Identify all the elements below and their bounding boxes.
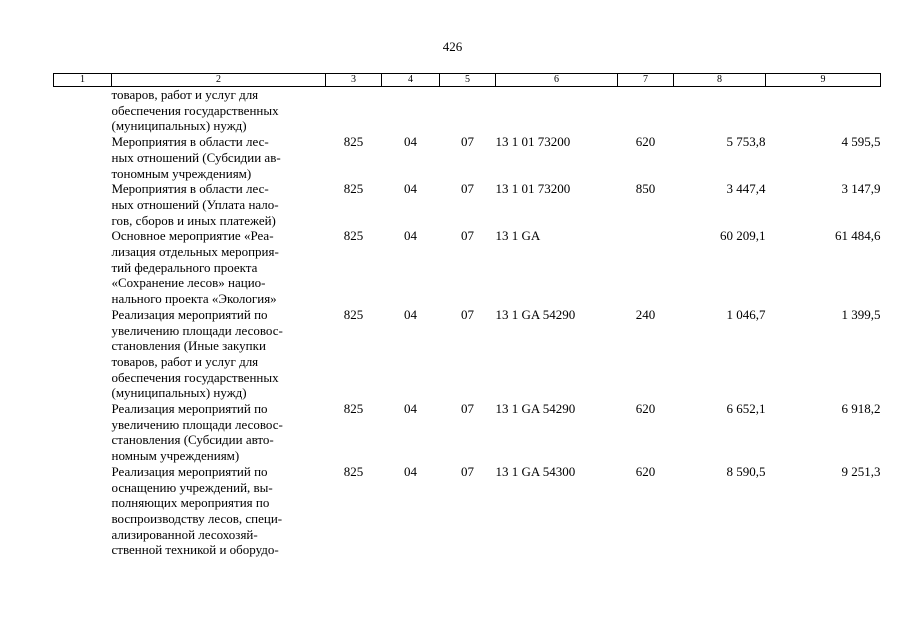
target-article-cell: 13 1 GA 54300	[495, 463, 576, 479]
item-name-line: Мероприятия в области лес-	[111, 181, 269, 197]
table-row	[54, 401, 881, 464]
item-name-cell	[112, 307, 326, 401]
item-name-line: ственной техникой и оборудо-	[111, 542, 279, 558]
ministry-code-cell: 825	[343, 463, 364, 479]
section-code-cell: 04	[404, 181, 417, 197]
target-article-cell: 13 1 GA	[495, 228, 541, 244]
item-name-line: ализированной лесохозяй-	[111, 526, 258, 542]
amount-col8-cell: 1 046,7	[726, 306, 766, 322]
item-name-line: (муниципальных) нужд)	[111, 118, 247, 134]
section-code-cell: 04	[404, 134, 417, 150]
column-number-row	[54, 74, 881, 87]
row-number-cell	[54, 228, 112, 307]
ministry-code-cell: 825	[343, 401, 364, 417]
ministry-code-cell: 825	[343, 306, 364, 322]
target-article-cell: 13 1 01 73200	[495, 134, 571, 150]
target-article-cell	[496, 87, 618, 135]
subsection-code-cell	[440, 87, 496, 135]
item-name-cell	[112, 87, 326, 135]
column-header: 8	[674, 74, 766, 87]
item-name-cell	[112, 464, 326, 558]
ministry-code-cell: 825	[343, 181, 364, 197]
column-header: 5	[440, 74, 496, 87]
item-name-line: Мероприятия в области лес-	[111, 134, 269, 150]
column-header: 6	[496, 74, 618, 87]
amount-col9-cell: 61 484,6	[835, 228, 881, 244]
amount-col9-cell: 4 595,5	[841, 134, 881, 150]
amount-col8-cell	[674, 87, 766, 135]
ministry-code-cell: 825	[343, 134, 364, 150]
item-name-line: лизация отдельных мероприя-	[111, 244, 279, 260]
column-header: 2	[112, 74, 326, 87]
row-number-cell	[54, 181, 112, 228]
amount-col8-cell: 3 447,4	[726, 181, 766, 197]
column-header: 7	[618, 74, 674, 87]
subsection-code-cell: 07	[461, 181, 474, 197]
table-row	[54, 464, 881, 558]
item-name-cell	[112, 228, 326, 307]
subsection-code-cell: 07	[461, 228, 474, 244]
item-name-line: обеспечения государственных	[111, 369, 279, 385]
table-body	[54, 87, 881, 559]
amount-col9-cell: 6 918,2	[841, 401, 881, 417]
budget-table	[53, 73, 881, 558]
item-name-line: Реализация мероприятий по	[111, 306, 268, 322]
row-number-cell	[54, 307, 112, 401]
amount-col8-cell: 60 209,1	[720, 228, 766, 244]
item-name-line: воспроизводству лесов, специ-	[111, 510, 283, 526]
table-row	[54, 134, 881, 181]
row-number-cell	[54, 134, 112, 181]
item-name-line: Реализация мероприятий по	[111, 463, 268, 479]
table-row	[54, 87, 881, 135]
ministry-code-cell: 825	[343, 228, 364, 244]
item-name-line: становления (Субсидии авто-	[111, 432, 274, 448]
item-name-line: товаров, работ и услуг для	[111, 353, 259, 369]
amount-col9-cell: 1 399,5	[841, 306, 881, 322]
section-code-cell: 04	[404, 306, 417, 322]
subsection-code-cell: 07	[461, 306, 474, 322]
item-name-line: становления (Иные закупки	[111, 338, 266, 354]
column-header: 1	[54, 74, 112, 87]
item-name-line: обеспечения государственных	[111, 102, 279, 118]
item-name-line: ных отношений (Уплата нало-	[111, 196, 279, 212]
subsection-code-cell: 07	[461, 134, 474, 150]
item-name-line: гов, сборов и иных платежей)	[111, 212, 276, 228]
subsection-code-cell: 07	[461, 401, 474, 417]
table-row	[54, 228, 881, 307]
row-number-cell	[54, 401, 112, 464]
item-name-line: нального проекта «Экология»	[111, 291, 277, 307]
subsection-code-cell: 07	[461, 463, 474, 479]
page-number: 426	[442, 39, 463, 54]
table-row	[54, 181, 881, 228]
column-header: 4	[382, 74, 440, 87]
item-name-line: тий федерального проекта	[111, 259, 258, 275]
section-code-cell: 04	[404, 401, 417, 417]
item-name-line: (муниципальных) нужд)	[111, 385, 247, 401]
amount-col8-cell: 8 590,5	[726, 463, 766, 479]
item-name-line: номным учреждениям)	[111, 448, 240, 464]
item-name-line: оснащению учреждений, вы-	[111, 479, 273, 495]
item-name-line: увеличению площади лесовос-	[111, 416, 283, 432]
item-name-line: товаров, работ и услуг для	[111, 87, 259, 102]
amount-col8-cell: 6 652,1	[726, 401, 766, 417]
item-name-cell	[112, 134, 326, 181]
target-article-cell: 13 1 GA 54290	[495, 401, 576, 417]
expense-type-cell: 620	[635, 463, 656, 479]
item-name-line: полняющих мероприятия по	[111, 495, 270, 511]
item-name-line: тономным учреждениям)	[111, 165, 252, 181]
amount-col9-cell: 9 251,3	[841, 463, 881, 479]
row-number-cell	[54, 87, 112, 135]
section-code-cell: 04	[404, 228, 417, 244]
expense-type-cell	[618, 87, 674, 135]
item-name-cell	[112, 401, 326, 464]
table-row	[54, 307, 881, 401]
amount-col9-cell	[766, 87, 881, 135]
target-article-cell: 13 1 GA 54290	[495, 306, 576, 322]
expense-type-cell: 620	[635, 401, 656, 417]
row-number-cell	[54, 464, 112, 558]
expense-type-cell	[618, 228, 674, 307]
section-code-cell: 04	[404, 463, 417, 479]
expense-type-cell: 850	[635, 181, 656, 197]
expense-type-cell: 240	[635, 306, 656, 322]
item-name-line: увеличению площади лесовос-	[111, 322, 283, 338]
section-code-cell	[382, 87, 440, 135]
column-header: 3	[326, 74, 382, 87]
column-header: 9	[766, 74, 881, 87]
item-name-cell	[112, 181, 326, 228]
expense-type-cell: 620	[635, 134, 656, 150]
amount-col9-cell: 3 147,9	[841, 181, 881, 197]
item-name-line: ных отношений (Субсидии ав-	[111, 149, 281, 165]
item-name-line: Основное мероприятие «Реа-	[111, 228, 274, 244]
target-article-cell: 13 1 01 73200	[495, 181, 571, 197]
ministry-code-cell	[326, 87, 382, 135]
amount-col8-cell: 5 753,8	[726, 134, 766, 150]
item-name-line: Реализация мероприятий по	[111, 401, 268, 417]
item-name-line: «Сохранение лесов» нацио-	[111, 275, 266, 291]
